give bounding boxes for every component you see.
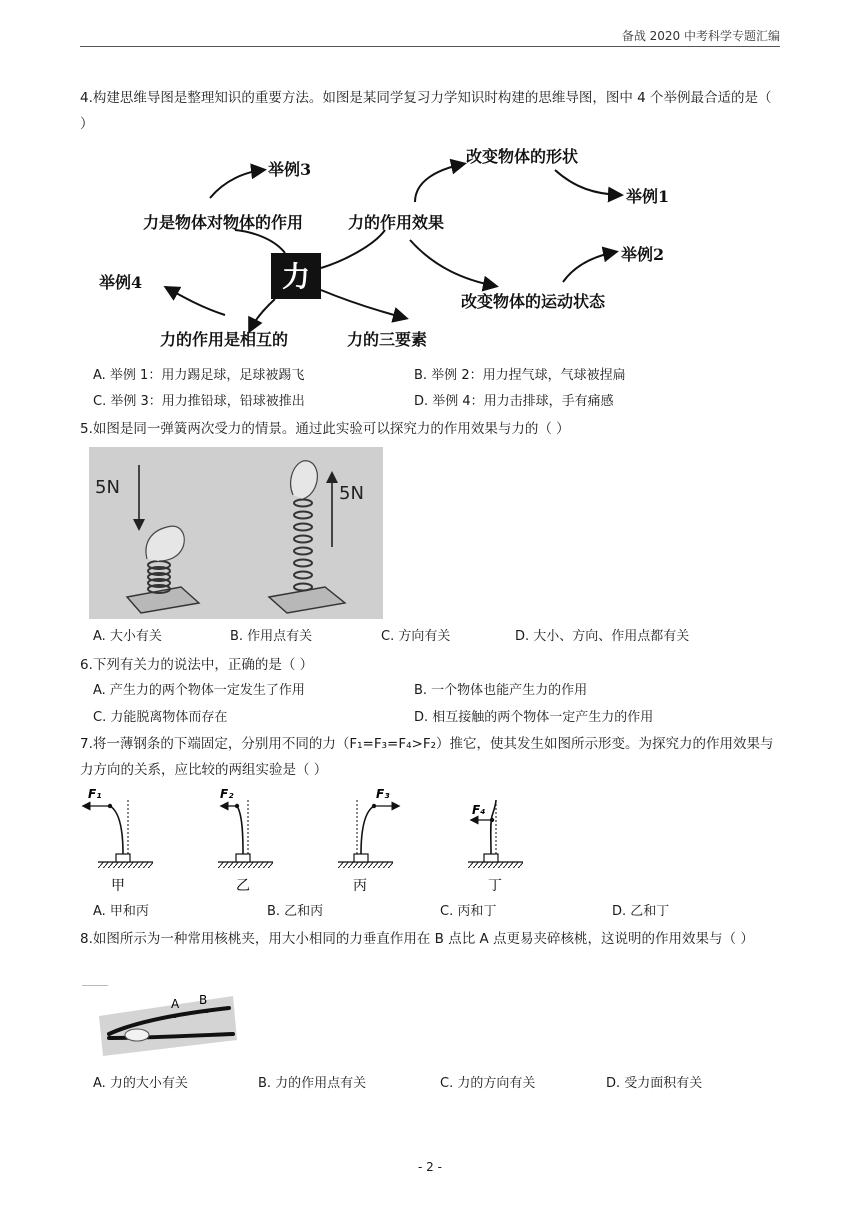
q8-option-d[interactable]: D. 受力面积有关 (606, 1076, 703, 1091)
q8-point-a: A (171, 997, 180, 1011)
q7-caption-yi: 乙 (236, 878, 250, 894)
mindmap-define: 力是物体对物体的作用 (143, 213, 304, 232)
page-number: - 2 - (418, 1160, 442, 1174)
q7-caption-ding: 丁 (488, 878, 502, 894)
q6-option-c[interactable]: C. 力能脱离物体而存在 (93, 710, 228, 725)
q7-option-b[interactable]: B. 乙和丙 (267, 904, 324, 919)
q4-option-a[interactable]: A. 举例 1：用力踢足球，足球被踢飞 (93, 368, 305, 383)
q5-option-d[interactable]: D. 大小、方向、作用点都有关 (515, 629, 690, 644)
q7-label-f4: F₄ (472, 803, 486, 817)
q6-option-b[interactable]: B. 一个物体也能产生力的作用 (414, 683, 588, 698)
q8-point-b: B (199, 993, 208, 1007)
q4-option-d[interactable]: D. 举例 4：用力击排球，手有痛感 (414, 394, 614, 409)
mindmap-three: 力的三要素 (347, 330, 428, 349)
mindmap-ex2: 举例2 (621, 245, 665, 264)
q7-case-ding (468, 798, 523, 894)
q7-case-jia (84, 787, 153, 894)
mindmap-mutual: 力的作用是相互的 (160, 330, 289, 349)
q7-label-f1: F₁ (88, 787, 102, 801)
q8-stem: 8.如图所示为一种常用核桃夹，用大小相同的力垂直作用在 B 点比 A 点更易夹碎核桃，这说明的作用效果与（ ） (80, 931, 754, 947)
q8-option-b[interactable]: B. 力的作用点有关 (258, 1076, 367, 1091)
mindmap-ex1: 举例1 (626, 187, 670, 206)
q7-case-yi (218, 787, 273, 894)
q6-option-d[interactable]: D. 相互接触的两个物体一定产生力的作用 (414, 710, 654, 725)
q5-stem: 5.如图是同一弹簧两次受力的情景。通过此实验可以探究力的作用效果与力的（ ） (80, 421, 570, 437)
q5-option-a[interactable]: A. 大小有关 (93, 629, 162, 644)
mindmap-shape: 改变物体的形状 (466, 147, 579, 166)
q4-mindmap (85, 140, 705, 355)
q6-option-a[interactable]: A. 产生力的两个物体一定发生了作用 (93, 683, 305, 698)
q4-option-c[interactable]: C. 举例 3：用力推铅球，铅球被推出 (93, 394, 305, 409)
header-title: 备战 2020 中考科学专题汇编 (621, 29, 780, 43)
q5-option-c[interactable]: C. 方向有关 (381, 629, 451, 644)
q8-option-c[interactable]: C. 力的方向有关 (440, 1076, 536, 1091)
q4-option-b[interactable]: B. 举例 2：用力捏气球，气球被捏扁 (414, 368, 626, 383)
mindmap-center: 力 (281, 260, 311, 293)
q7-steel-strip-figure (80, 782, 540, 894)
header-rule (80, 46, 780, 47)
mindmap-motion: 改变物体的运动状态 (461, 292, 606, 311)
q7-caption-jia: 甲 (111, 878, 125, 894)
q5-label-right: 5N (339, 483, 364, 504)
q7-case-bing (338, 787, 398, 894)
q7-label-f2: F₂ (220, 787, 234, 801)
q8-blank-rule (82, 985, 108, 986)
q6-stem: 6.下列有关力的说法中，正确的是（ ） (80, 657, 314, 673)
mindmap-effect: 力的作用效果 (348, 213, 445, 232)
mindmap-ex3: 举例3 (268, 160, 312, 179)
q7-option-d[interactable]: D. 乙和丁 (612, 904, 670, 919)
q5-label-left: 5N (95, 477, 120, 498)
q8-nutcracker-figure (95, 990, 240, 1060)
q4-stem: 4.构建思维导图是整理知识的重要方法。如图是某同学复习力学知识时构建的思维导图，图中 4 个举例最合适的是（ ） (80, 90, 772, 132)
q7-caption-bing: 丙 (353, 878, 367, 894)
q7-option-a[interactable]: A. 甲和丙 (93, 904, 149, 919)
q8-option-a[interactable]: A. 力的大小有关 (93, 1076, 188, 1091)
q7-option-c[interactable]: C. 丙和丁 (440, 904, 497, 919)
mindmap-ex4: 举例4 (99, 273, 143, 292)
q5-option-b[interactable]: B. 作用点有关 (230, 629, 313, 644)
q7-stem: 7.将一薄钢条的下端固定，分别用不同的力（F₁=F₃=F₄>F₂）推它，使其发生如图所示形变。为探究力的作用效果与力方向的关系，应比较的两组实验是（ ） (80, 736, 774, 778)
q7-label-f3: F₃ (376, 787, 390, 801)
q5-spring-figure (89, 447, 383, 619)
